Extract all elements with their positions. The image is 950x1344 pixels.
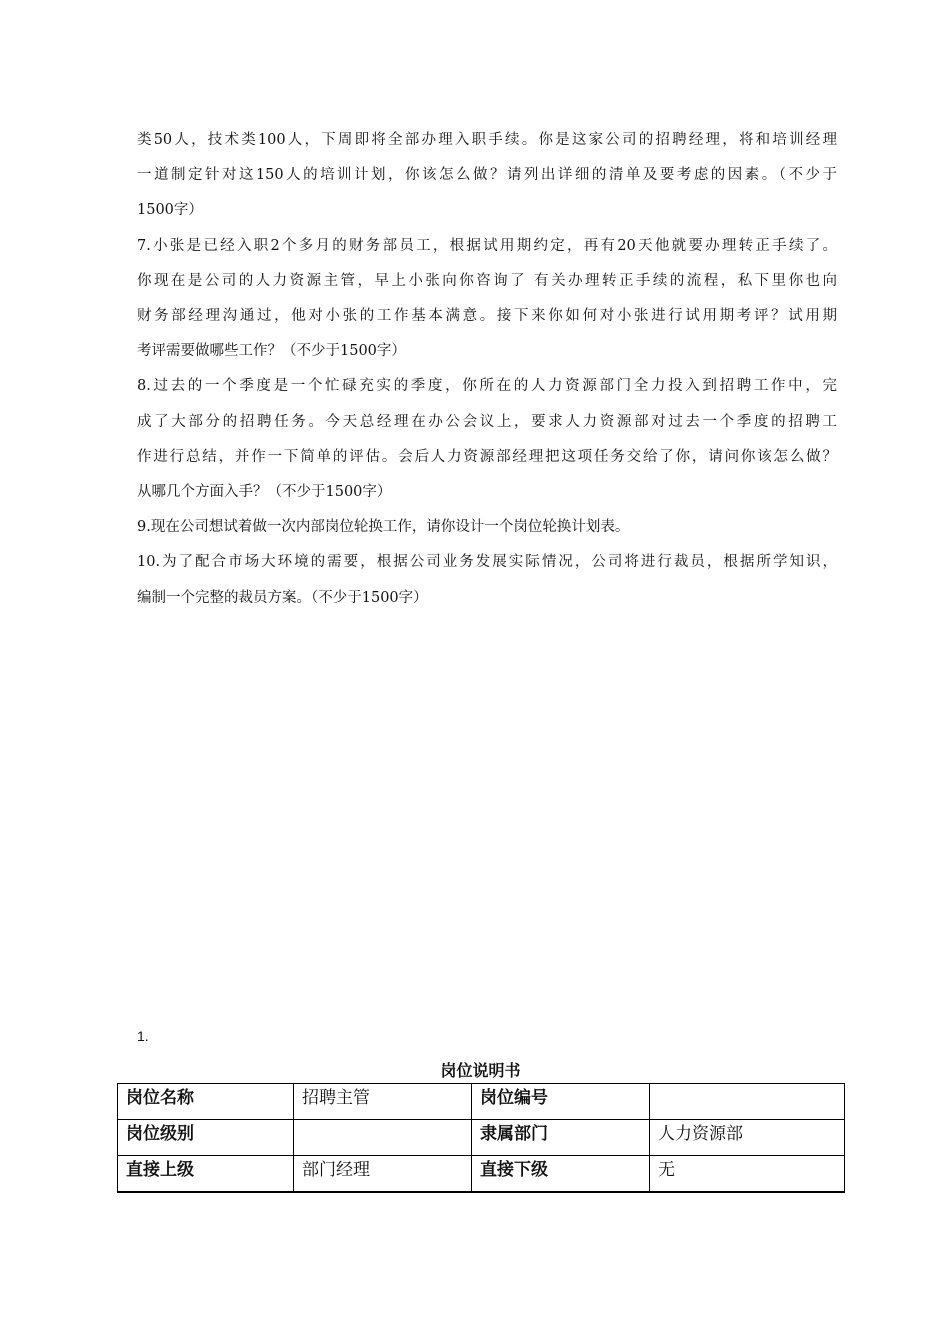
table-title: 岗位说明书 bbox=[440, 1061, 521, 1080]
text-line: 作进行总结，并作一下简单的评估。会后人力资源部经理把这项任务交给了你，请问你该怎么做？ bbox=[137, 448, 837, 465]
text-line: 7.小张是已经入职2个多月的财务部员工，根据试用期约定，再有20天他就要办理转正手续了。 bbox=[137, 237, 837, 254]
label-cell: 岗位编号 bbox=[472, 1084, 650, 1120]
value-cell: 无 bbox=[650, 1156, 845, 1193]
job-description-table bbox=[117, 1083, 845, 1193]
text-line: 从哪几个方面入手？（不少于1500字） bbox=[137, 484, 392, 501]
text-line: 编制一个完整的裁员方案。（不少于1500字） bbox=[137, 589, 428, 606]
text-line: 10.为了配合市场大环境的需要，根据公司业务发展实际情况，公司将进行裁员，根据所学知识， bbox=[137, 554, 837, 571]
question-6-continuation bbox=[137, 123, 837, 229]
value-cell: 部门经理 bbox=[294, 1156, 472, 1193]
text-line: 一道制定针对这150人的培训计划，你该怎么做？请列出详细的清单及要考虑的因素。（不少于 bbox=[137, 167, 837, 184]
question-7 bbox=[137, 229, 837, 370]
text-line: 1500字） bbox=[137, 202, 203, 219]
label-cell: 直接下级 bbox=[472, 1156, 650, 1193]
table-row bbox=[118, 1084, 845, 1120]
value-cell: 招聘主管 bbox=[294, 1084, 472, 1120]
table-row bbox=[118, 1120, 845, 1156]
label-cell: 岗位名称 bbox=[118, 1084, 294, 1120]
text-line: 你现在是公司的人力资源主管，早上小张向你咨询了 有关办理转正手续的流程，私下里你也向 bbox=[137, 272, 837, 289]
value-cell: 人力资源部 bbox=[650, 1120, 845, 1156]
label-cell: 隶属部门 bbox=[472, 1120, 650, 1156]
text-line: 考评需要做哪些工作？（不少于1500字） bbox=[137, 343, 406, 360]
value-cell bbox=[650, 1084, 845, 1120]
question-9 bbox=[137, 510, 837, 545]
label-cell: 直接上级 bbox=[118, 1156, 294, 1193]
text-line: 9.现在公司想试着做一次内部岗位轮换工作，请你设计一个岗位轮换计划表。 bbox=[137, 519, 630, 536]
value-cell bbox=[294, 1120, 472, 1156]
text-line: 财务部经理沟通过，他对小张的工作基本满意。接下来你如何对小张进行试用期考评？试用期 bbox=[137, 308, 837, 325]
text-line: 8.过去的一个季度是一个忙碌充实的季度，你所在的人力资源部门全力投入到招聘工作中，完 bbox=[137, 378, 837, 395]
table-row bbox=[118, 1156, 845, 1193]
text-line: 类50人，技术类100人，下周即将全部办理入职手续。你是这家公司的招聘经理，将和培训经理 bbox=[137, 132, 837, 148]
question-10 bbox=[137, 545, 837, 615]
question-text-block bbox=[137, 123, 837, 616]
text-line: 成了大部分的招聘任务。今天总经理在办公会议上，要求人力资源部对过去一个季度的招聘工 bbox=[137, 413, 837, 430]
label-cell: 岗位级别 bbox=[118, 1120, 294, 1156]
question-8 bbox=[137, 369, 837, 510]
list-number: 1. bbox=[137, 1028, 149, 1044]
